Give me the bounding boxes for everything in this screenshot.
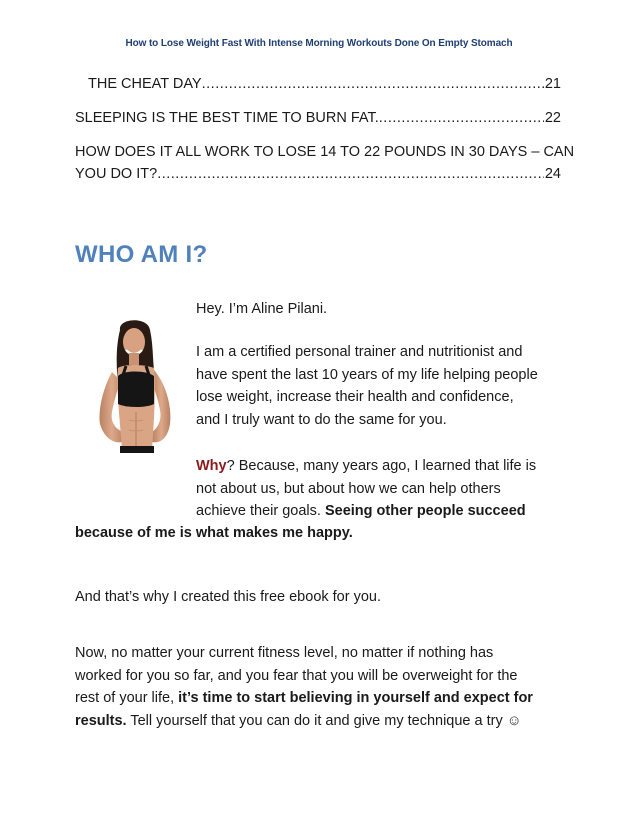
toc-entry-page: 22: [544, 110, 561, 126]
author-photo: [96, 320, 178, 453]
why-paragraph: [196, 455, 566, 523]
bio-line: have spent the last 10 years of my life helping people: [196, 366, 538, 383]
why-text: ? Because, many years ago, I learned that life is: [226, 458, 537, 474]
why-paragraph-continued: [75, 522, 565, 545]
toc-entry-cheat-day[interactable]: [75, 76, 561, 96]
encouragement-text: rest of your life,: [75, 690, 179, 706]
toc-leader-dots: [379, 110, 544, 126]
bio-line: I am a certified personal trainer and nutritionist and: [196, 344, 523, 360]
why-text: achieve their goals.: [196, 503, 325, 519]
bio-paragraph: [196, 341, 566, 431]
toc-entry-page: 21: [544, 76, 561, 92]
toc-entry-title: THE CHEAT DAY: [88, 76, 202, 92]
toc-leader-dots: [157, 166, 544, 182]
why-bold-text: because of me is what makes me happy.: [75, 525, 353, 541]
encouragement-text: Tell yourself that you can do it and give my technique a try: [126, 712, 507, 729]
ebook-paragraph: And that’s why I created this free ebook for you.: [75, 589, 382, 605]
encouragement-text: worked for you so far, and you fear that you will be overweight for the: [75, 667, 518, 684]
encouragement-text: Now, no matter your current fitness level, no matter if nothing has: [75, 645, 494, 661]
toc-entry-title-line1[interactable]: HOW DOES IT ALL WORK TO LOSE 14 TO 22 POUNDS IN 30 DAYS – CAN: [75, 144, 575, 160]
why-text: not about us, but about how we can help others: [196, 480, 501, 497]
greeting-text: Hey. I’m Aline Pilani.: [196, 301, 328, 317]
bio-line: lose weight, increase their health and confidence,: [196, 389, 514, 405]
encouragement-bold-text: it’s time to start believing in yourself and expect for: [178, 690, 533, 706]
why-word: Why: [196, 458, 227, 474]
toc-entry-sleeping[interactable]: [75, 110, 561, 130]
running-header: How to Lose Weight Fast With Intense Morning Workouts Done On Empty Stomach: [125, 38, 513, 49]
encouragement-paragraph: [75, 642, 565, 732]
toc-entry-title-line2: YOU DO IT?: [75, 166, 158, 182]
toc-entry-title: SLEEPING IS THE BEST TIME TO BURN FAT.: [75, 110, 379, 126]
section-heading: WHO AM I?: [75, 241, 208, 268]
bio-line: and I truly want to do the same for you.: [196, 411, 447, 428]
encouragement-bold-text: results.: [75, 712, 127, 729]
toc-entry-how-does-it-work[interactable]: [75, 166, 561, 186]
toc-entry-page: 24: [544, 166, 561, 182]
toc-leader-dots: [202, 76, 544, 92]
why-bold-text: Seeing other people succeed: [324, 503, 526, 519]
smiley-icon: ☺: [506, 712, 522, 729]
